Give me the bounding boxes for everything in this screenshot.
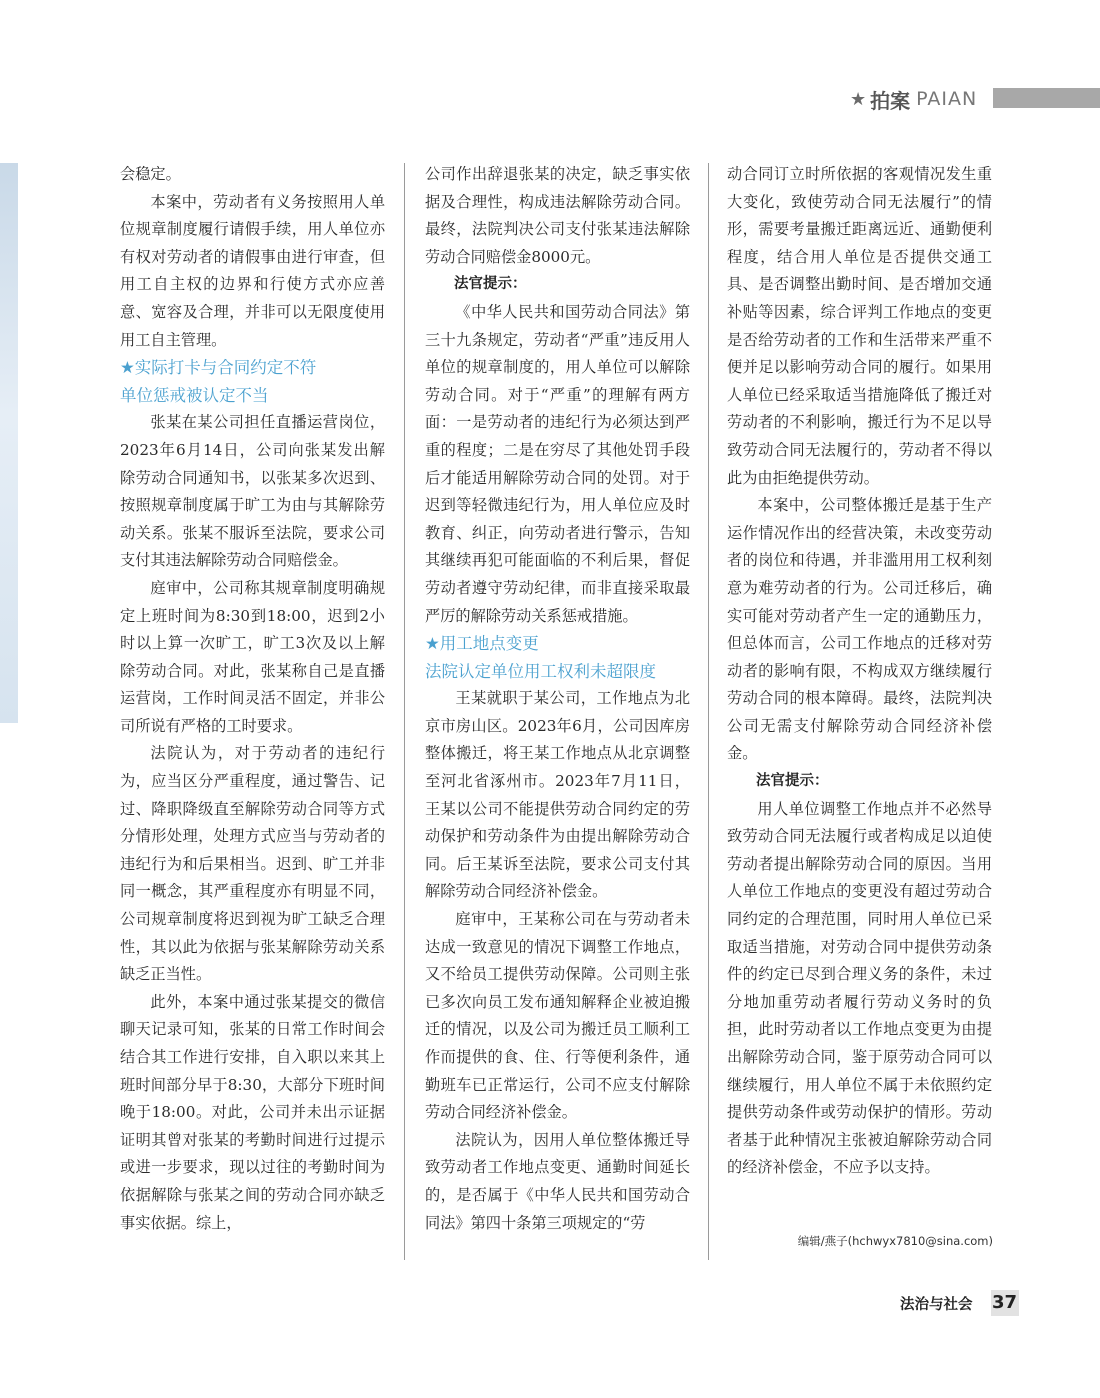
paragraph: 庭审中，公司称其规章制度明确规定上班时间为8:30到18:00，迟到2小时以上算一次旷工，旷工3次及以上解除劳动合同。对此，张某称自己是直播运营岗，工作时间灵活不固定，并非公司所说有严格的工时要求。	[120, 578, 385, 735]
header-bar	[993, 88, 1100, 108]
article-column-1	[120, 161, 385, 1237]
paragraph: 公司作出辞退张某的决定，缺乏事实依据及合理性，构成违法解除劳动合同。最终，法院判决公司支付张某违法解除劳动合同赔偿金8000元。	[425, 165, 690, 266]
page-number: 37	[991, 1290, 1019, 1316]
column-divider	[708, 163, 709, 1260]
paragraph: 动合同订立时所依据的客观情况发生重大变化，致使劳动合同无法履行”的情形，需要考量搬迁距离远近、通勤便利程度，结合用人单位是否提供交通工具、是否调整出勤时间、是否增加交通补贴等因素，综合评判工作地点的变更是否给劳动者的工作和生活带来严重不便并足以影响劳动合同的履行。如果用人单位已经采取适当措施降低了搬迁对劳动者的不利影响，搬迁行为不足以导致劳动合同无法履行的，劳动者不得以此为由拒绝提供劳动。	[727, 165, 992, 487]
section-header	[850, 84, 977, 114]
column-divider	[404, 163, 405, 1260]
case-heading-line1: ★用工地点变更	[425, 634, 539, 654]
case-heading-line2: 单位惩戒被认定不当	[120, 385, 269, 405]
paragraph: 法院认为，因用人单位整体搬迁导致劳动者工作地点变更、通勤时间延长的，是否属于《中华人民共和国劳动合同法》第四十条第三项规定的“劳	[425, 1130, 690, 1232]
star-icon: ★	[850, 88, 867, 110]
section-title-cn: 拍案	[870, 88, 911, 113]
article-column-3	[727, 161, 992, 1182]
paragraph: 《中华人民共和国劳动合同法》第三十九条规定，劳动者“严重”违反用人单位的规章制度的，用人单位可以解除劳动合同。对于“严重”的理解有两方面：一是劳动者的违纪行为必须达到严重的程度；二是在穷尽了其他处罚手段后才能适用解除劳动合同的处罚。对于迟到等轻微违纪行为，用人单位应及时教育、纠正，向劳动者进行警示，告知其继续再犯可能面临的不利后果，督促劳动者遵守劳动纪律，而非直接采取最严厉的解除劳动关系惩戒措施。	[425, 302, 690, 625]
case-heading-line2: 法院认定单位用工权利未超限度	[425, 661, 656, 681]
paragraph: 用人单位调整工作地点并不必然导致劳动合同无法履行或者构成足以迫使劳动者提出解除劳动合同的原因。当用人单位工作地点的变更没有超过劳动合同约定的合理范围，同时用人单位已采取适当措施，对劳动合同中提供劳动条件的约定已尽到合理义务的条件，未过分地加重劳动者履行劳动义务时的负担，此时劳动者以工作地点变更为由提出解除劳动合同，鉴于原劳动合同可以继续履行，用人单位不属于未依照约定提供劳动条件或劳动保护的情形。劳动者基于此种情况主张被迫解除劳动合同的经济补偿金，不应予以支持。	[727, 799, 992, 1177]
paragraph: 张某在某公司担任直播运营岗位，2023年6月14日，公司向张某发出解除劳动合同通知书，以张某多次迟到、按照规章制度属于旷工为由与其解除劳动关系。张某不服诉至法院，要求公司支付其违法解除劳动合同赔偿金。	[120, 413, 385, 570]
magazine-name: 法治与社会	[900, 1296, 973, 1313]
editor-credit: 编辑/燕子(hchwyx7810@sina.com)	[797, 1234, 993, 1248]
left-edge-decoration	[0, 163, 18, 723]
paragraph: 本案中，劳动者有义务按照用人单位规章制度履行请假手续，用人单位亦有权对劳动者的请假事由进行审查，但用工自主权的边界和行使方式亦应善意、宽容及合理，并非可以无限度使用用工自主管理。	[120, 192, 385, 349]
paragraph: 本案中，公司整体搬迁是基于生产运作情况作出的经营决策，未改变劳动者的岗位和待遇，并非滥用用工权利刻意为难劳动者的行为。公司迁移后，确实可能对劳动者产生一定的通勤压力，但总体而言，公司工作地点的迁移对劳动者的影响有限，不构成双方继续履行劳动合同的根本障碍。最终，法院判决公司无需支付解除劳动合同经济补偿金。	[727, 496, 992, 763]
case-heading-line1: ★实际打卡与合同约定不符	[120, 358, 317, 378]
judge-tip-heading: 法官提示：	[454, 276, 527, 293]
page-footer	[900, 1290, 1019, 1316]
judge-tip-heading: 法官提示：	[756, 773, 829, 790]
paragraph: 王某就职于某公司，工作地点为北京市房山区。2023年6月，公司因库房整体搬迁，将王某工作地点从北京调整至河北省涿州市。2023年7月11日，王某以公司不能提供劳动合同约定的劳动保护和劳动条件为由提出解除劳动合同。后王某诉至法院，要求公司支付其解除劳动合同经济补偿金。	[425, 689, 690, 901]
paragraph: 会稳定。	[120, 165, 181, 183]
paragraph: 法院认为，对于劳动者的违纪行为，应当区分严重程度，通过警告、记过、降职降级直至解除劳动合同等方式分情形处理，处理方式应当与劳动者的违纪行为和后果相当。迟到、旷工并非同一概念，其严重程度亦有明显不同，公司规章制度将迟到视为旷工缺乏合理性，其以此为依据与张某解除劳动关系缺乏正当性。	[120, 744, 385, 984]
paragraph: 庭审中，王某称公司在与劳动者未达成一致意见的情况下调整工作地点，又不给员工提供劳动保障。公司则主张已多次向员工发布通知解释企业被迫搬迁的情况，以及公司为搬迁员工顺利工作而提供的食、住、行等便利条件，通勤班车已正常运行，公司不应支付解除劳动合同经济补偿金。	[425, 910, 690, 1122]
article-column-2	[425, 161, 690, 1237]
paragraph: 此外，本案中通过张某提交的微信聊天记录可知，张某的日常工作时间会结合其工作进行安排，自入职以来其上班时间部分早于8:30，大部分下班时间晚于18:00。对此，公司并未出示证据证明其曾对张某的考勤时间进行过提示或进一步要求，现以过往的考勤时间为依据解除与张某之间的劳动合同亦缺乏事实依据。综上，	[120, 992, 385, 1232]
section-title-en: PAIAN	[916, 88, 978, 110]
